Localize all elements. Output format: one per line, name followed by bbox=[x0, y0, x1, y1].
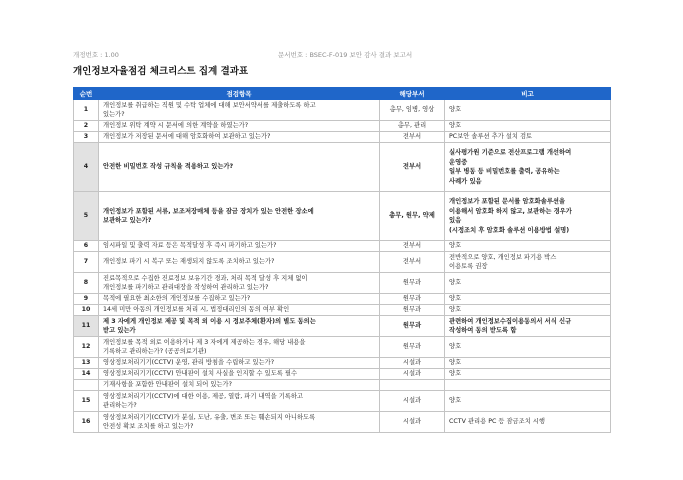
table-row bbox=[74, 192, 611, 241]
department-cell-text: 총무, 관리 bbox=[397, 122, 427, 130]
department-cell-text: 원무과 bbox=[402, 322, 422, 330]
table-row bbox=[74, 369, 611, 380]
remark-cell bbox=[445, 241, 611, 252]
check-item-cell-text: 임시파일 및 출력 자료 등은 목적달성 후 즉시 파기하고 있는가? bbox=[103, 242, 277, 250]
check-item-cell-text: 제 3 자에게 개인정보 제공 및 목적 외 이용 시 정보주체(환자)의 별도 동의는 받고 있는가 bbox=[103, 317, 316, 334]
remark-cell bbox=[445, 412, 611, 433]
table-row bbox=[74, 391, 611, 412]
check-item-cell-text: 개인정보를 목적 외로 이용하거나 제 3 자에게 제공하는 경우, 해당 내용을 기록하고 관리하는가? (공공의료기관) bbox=[103, 338, 306, 355]
check-item-cell-text: 개인정보가 포함된 서류, 보조저장매체 등을 잠금 장치가 있는 안전한 장소에 보관하고 있는가? bbox=[103, 207, 314, 224]
table-row bbox=[74, 412, 611, 433]
row-number-cell bbox=[74, 143, 99, 192]
check-item-cell-text: 개인정보 위탁 계약 시 문서에 의한 계약을 하였는가? bbox=[103, 122, 249, 130]
row-number-cell-text: 13 bbox=[81, 359, 91, 367]
table-row bbox=[74, 305, 611, 316]
row-number-cell bbox=[74, 412, 99, 433]
department-cell bbox=[380, 100, 445, 121]
department-cell-text: 전부서 bbox=[402, 258, 422, 266]
row-number-cell bbox=[74, 132, 99, 143]
department-cell bbox=[380, 121, 445, 132]
remark-cell bbox=[445, 294, 611, 305]
check-item-cell-text: 영상정보처리기기(CCTV)가 분실, 도난, 유출, 변조 또는 훼손되지 아니하도록 안전성 확보 조치를 하고 있는가? bbox=[103, 413, 316, 430]
row-number-cell bbox=[74, 358, 99, 369]
department-cell-text: 원무과 bbox=[402, 306, 422, 314]
remark-cell bbox=[445, 337, 611, 358]
department-cell bbox=[380, 241, 445, 252]
check-item-cell bbox=[99, 337, 380, 358]
check-item-cell bbox=[99, 252, 380, 273]
department-cell-text: 총무, 원무, 약제 bbox=[389, 212, 435, 220]
table-row bbox=[74, 380, 611, 391]
row-number-cell-text: 10 bbox=[81, 306, 91, 314]
column-header-no: 순번 bbox=[74, 88, 99, 100]
remark-cell bbox=[445, 143, 611, 192]
remark-cell-text: 양호 bbox=[449, 279, 462, 287]
check-item-cell bbox=[99, 391, 380, 412]
check-item-cell bbox=[99, 143, 380, 192]
row-number-cell bbox=[74, 316, 99, 337]
check-item-cell-text: 14세 미만 아동의 개인정보를 처리 시, 법정대리인의 동의 여부 확인 bbox=[103, 306, 290, 314]
check-item-cell-text: 영상정보처리기기(CCTV)에 대한 이용, 제공, 열람, 파기 내역을 기록하고 관리하는가? bbox=[103, 392, 304, 409]
remark-cell bbox=[445, 252, 611, 273]
row-number-cell-text: 7 bbox=[83, 258, 89, 266]
department-cell-text: 원무과 bbox=[402, 295, 422, 303]
department-cell-text: 전부서 bbox=[402, 163, 422, 171]
page-title: 개인정보자율점검 체크리스트 집계 결과표 bbox=[73, 66, 249, 77]
remark-cell bbox=[445, 305, 611, 316]
row-number-cell-text: 5 bbox=[83, 212, 89, 220]
check-item-cell bbox=[99, 121, 380, 132]
row-number-cell-text: 11 bbox=[81, 322, 91, 330]
checklist-table bbox=[73, 87, 611, 433]
row-number-cell-text: 14 bbox=[81, 370, 91, 378]
check-item-cell bbox=[99, 316, 380, 337]
department-cell-text: 전부서 bbox=[402, 133, 422, 141]
row-number-cell-text: 9 bbox=[83, 295, 89, 303]
row-number-cell bbox=[74, 192, 99, 241]
table-row bbox=[74, 252, 611, 273]
department-cell bbox=[380, 305, 445, 316]
row-number-cell bbox=[74, 241, 99, 252]
row-number-cell bbox=[74, 305, 99, 316]
row-number-cell-text: 2 bbox=[83, 122, 89, 130]
remark-cell-text: 양호 bbox=[449, 295, 462, 303]
table-row bbox=[74, 273, 611, 294]
check-item-cell bbox=[99, 100, 380, 121]
department-cell-text: 총무, 임병, 영상 bbox=[389, 106, 435, 114]
department-cell-text: 시설과 bbox=[402, 370, 422, 378]
remark-cell bbox=[445, 192, 611, 241]
row-number-cell-text: 8 bbox=[83, 279, 89, 287]
table-body bbox=[74, 100, 611, 433]
department-cell bbox=[380, 143, 445, 192]
column-header-item: 점검항목 bbox=[99, 88, 380, 100]
row-number-cell bbox=[74, 337, 99, 358]
remark-cell-text: CCTV 관리용 PC 등 잠금조치 시행 bbox=[449, 418, 545, 426]
remark-cell bbox=[445, 132, 611, 143]
department-cell-text: 시설과 bbox=[402, 418, 422, 426]
row-number-cell bbox=[74, 380, 99, 391]
table-row bbox=[74, 358, 611, 369]
check-item-cell-text: 개인정보가 저장된 문서에 대해 암호화하여 보관하고 있는가? bbox=[103, 133, 271, 141]
department-cell bbox=[380, 192, 445, 241]
check-item-cell-text: 영상정보처리기기(CCTV) 운영, 관리 방침을 수립하고 있는가? bbox=[103, 359, 275, 367]
remark-cell-text: PC보안 솔루션 추가 설치 검토 bbox=[449, 133, 533, 141]
check-item-cell bbox=[99, 241, 380, 252]
remark-cell bbox=[445, 100, 611, 121]
check-item-cell bbox=[99, 412, 380, 433]
remark-cell-text: 실사평가원 기준으로 전산프로그램 개선하여 운영중 일부 병동 등 비밀번호를 출력, 공유하는 사례가 있음 bbox=[449, 149, 572, 185]
check-item-cell bbox=[99, 132, 380, 143]
check-item-cell bbox=[99, 369, 380, 380]
check-item-cell-text: 기재사항을 포함한 안내판이 설치 되어 있는가? bbox=[103, 381, 232, 389]
department-cell bbox=[380, 252, 445, 273]
check-item-cell bbox=[99, 294, 380, 305]
remark-cell-text: 양호 bbox=[449, 343, 462, 351]
check-item-cell-text: 안전한 비밀번호 작성 규칙을 적용하고 있는가? bbox=[103, 163, 234, 171]
row-number-cell-text: 4 bbox=[83, 163, 89, 171]
remark-cell-text: 양호 bbox=[449, 122, 462, 130]
row-number-cell-text: 16 bbox=[81, 418, 91, 426]
row-number-cell bbox=[74, 252, 99, 273]
department-cell bbox=[380, 380, 445, 391]
remark-cell-text: 양호 bbox=[449, 359, 462, 367]
check-item-cell bbox=[99, 192, 380, 241]
department-cell bbox=[380, 412, 445, 433]
department-cell-text: 원무과 bbox=[402, 343, 422, 351]
table-row bbox=[74, 100, 611, 121]
row-number-cell bbox=[74, 369, 99, 380]
remark-cell bbox=[445, 316, 611, 337]
table-header-row bbox=[74, 88, 611, 100]
table-row bbox=[74, 294, 611, 305]
check-item-cell bbox=[99, 380, 380, 391]
check-item-cell bbox=[99, 273, 380, 294]
column-header-dept: 해당부서 bbox=[380, 88, 445, 100]
row-number-cell-text: 1 bbox=[83, 106, 89, 114]
row-number-cell-text: 6 bbox=[83, 242, 89, 250]
column-header-note: 비고 bbox=[445, 88, 611, 100]
remark-cell bbox=[445, 391, 611, 412]
table-row bbox=[74, 316, 611, 337]
department-cell-text: 시설과 bbox=[402, 359, 422, 367]
check-item-cell bbox=[99, 305, 380, 316]
revision-number: 개정번호 : 1.00 bbox=[73, 51, 119, 59]
table-row bbox=[74, 121, 611, 132]
table-row bbox=[74, 143, 611, 192]
remark-cell-text: 양호 bbox=[449, 106, 462, 114]
department-cell bbox=[380, 369, 445, 380]
remark-cell bbox=[445, 273, 611, 294]
check-item-cell-text: 개인정보 파기 시 복구 또는 재생되지 않도록 조치하고 있는가? bbox=[103, 258, 275, 266]
row-number-cell-text: 3 bbox=[83, 133, 89, 141]
remark-cell-text: 양호 bbox=[449, 306, 462, 314]
document-number: 문서번호 : BSEC-F-019 보안 감사 결과 보고서 bbox=[278, 51, 413, 59]
remark-cell-text: 개인정보가 포함된 문서를 암호화솔루션을 이용해서 암호화 하지 않고, 보관하는 경우가 있음 (시정조치 후 암호화 솔루션 이용방법 설명) bbox=[449, 198, 572, 234]
department-cell bbox=[380, 358, 445, 369]
row-number-cell-text: 12 bbox=[81, 343, 91, 351]
row-number-cell bbox=[74, 100, 99, 121]
department-cell-text: 원무과 bbox=[402, 279, 422, 287]
row-number-cell-text: 15 bbox=[81, 397, 91, 405]
department-cell bbox=[380, 294, 445, 305]
check-item-cell bbox=[99, 358, 380, 369]
department-cell bbox=[380, 273, 445, 294]
remark-cell bbox=[445, 121, 611, 132]
remark-cell bbox=[445, 358, 611, 369]
remark-cell-text: 양호 bbox=[449, 242, 462, 250]
row-number-cell bbox=[74, 273, 99, 294]
remark-cell-text: 양호 bbox=[449, 370, 462, 378]
row-number-cell bbox=[74, 294, 99, 305]
table-row bbox=[74, 337, 611, 358]
remark-cell bbox=[445, 369, 611, 380]
table-row bbox=[74, 241, 611, 252]
department-cell bbox=[380, 316, 445, 337]
remark-cell bbox=[445, 380, 611, 391]
check-item-cell-text: 목적에 필요한 최소한의 개인정보를 수집하고 있는가? bbox=[103, 295, 251, 303]
department-cell bbox=[380, 132, 445, 143]
remark-cell-text: 관련하여 개인정보수집이용동의서 서식 신규 작성하여 동의 받도록 함 bbox=[449, 317, 572, 334]
department-cell bbox=[380, 391, 445, 412]
check-item-cell-text: 진료목적으로 수집한 진료정보 보유기간 경과, 처리 목적 달성 후 지체 없이 개인정보를 파기하고 관리대장을 작성하여 관리하고 있는가? bbox=[103, 274, 308, 291]
remark-cell-text: 전반적으로 양호, 개인정보 파기용 박스 이용토록 권장 bbox=[449, 253, 557, 270]
table-row bbox=[74, 132, 611, 143]
check-item-cell-text: 영상정보처리기기(CCTV) 안내판이 설치 사실을 인지할 수 있도록 필수 bbox=[103, 370, 298, 378]
row-number-cell bbox=[74, 391, 99, 412]
check-item-cell-text: 개인정보를 취급하는 직원 및 수탁 업체에 대해 보안서약서를 제출하도록 하고 있는가? bbox=[103, 101, 316, 118]
department-cell-text: 전부서 bbox=[402, 242, 422, 250]
department-cell-text: 시설과 bbox=[402, 397, 422, 405]
remark-cell-text: 양호 bbox=[449, 397, 462, 405]
row-number-cell bbox=[74, 121, 99, 132]
department-cell bbox=[380, 337, 445, 358]
